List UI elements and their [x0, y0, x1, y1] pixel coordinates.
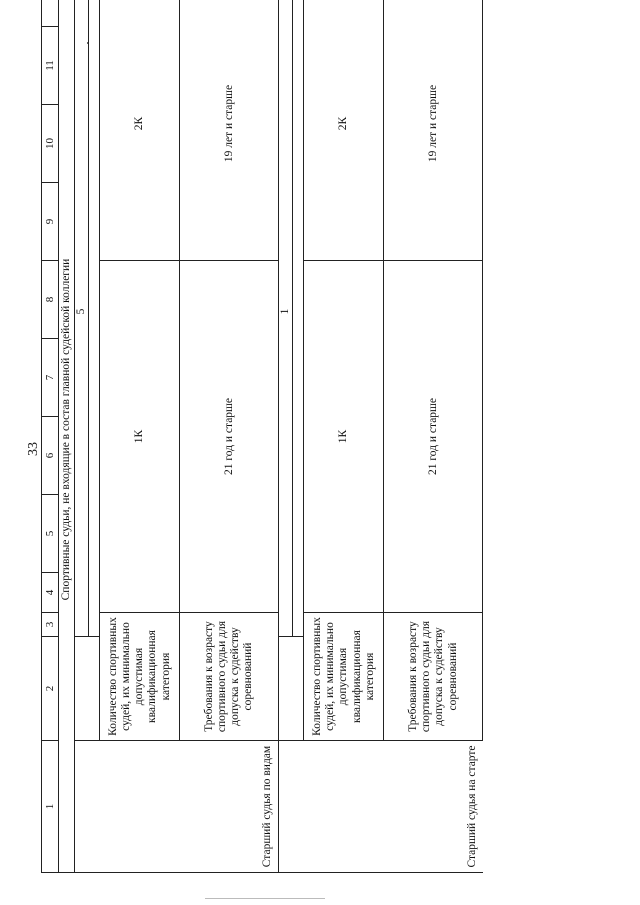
rotated-table-sheet [41, 52, 478, 873]
age-value: 21 год и старше [384, 261, 483, 613]
header-col-11: 11 [42, 27, 59, 105]
category-value: 2К [100, 0, 180, 261]
group-count-row [279, 0, 293, 873]
category-value: 2К [304, 0, 384, 261]
position-name [279, 741, 483, 873]
header-col-blank [42, 0, 59, 27]
age-value: 19 лет и старше [384, 0, 483, 261]
section-title: Спортивные судьи, не входящие в состав главной судейской коллегии [59, 0, 75, 873]
header-col-3: 3 [42, 613, 59, 637]
position-label: Старший судья по видам [261, 745, 273, 868]
row-label: Требования к возрасту спортивного судьи для допуска к судейству соревнований [180, 613, 279, 741]
header-col-7: 7 [42, 339, 59, 417]
header-col-1: 1 [42, 741, 59, 873]
group-count-row [75, 0, 89, 873]
header-row [42, 0, 59, 873]
age-value: 19 лет и старше [180, 0, 279, 261]
header-col-10: 10 [42, 105, 59, 183]
referee-requirements-table [41, 0, 483, 873]
header-col-4: 4 [42, 573, 59, 613]
row-label: Количество спортивных судей, их минимально допустимая квалификационная категория [100, 613, 180, 741]
header-col-5: 5 [42, 495, 59, 573]
referee-count: 1 [279, 0, 293, 637]
category-value: 1К [304, 261, 384, 613]
header-col-9: 9 [42, 183, 59, 261]
scan-line [205, 898, 325, 899]
page-number: 33 [26, 442, 41, 456]
age-value: 21 год и старше [180, 261, 279, 613]
header-col-2: 2 [42, 637, 59, 741]
header-col-6: 6 [42, 417, 59, 495]
row-label: Требования к возрасту спортивного судьи для допуска к судейству соревнований [384, 613, 483, 741]
position-label: Старший судья на старте [465, 745, 478, 868]
referee-count: 5 [75, 0, 89, 637]
category-value: 1К [100, 261, 180, 613]
position-name [75, 741, 279, 873]
header-col-8: 8 [42, 261, 59, 339]
row-label: Количество спортивных судей, их минимально допустимая квалификационная категория [304, 613, 384, 741]
section-row [59, 0, 75, 873]
